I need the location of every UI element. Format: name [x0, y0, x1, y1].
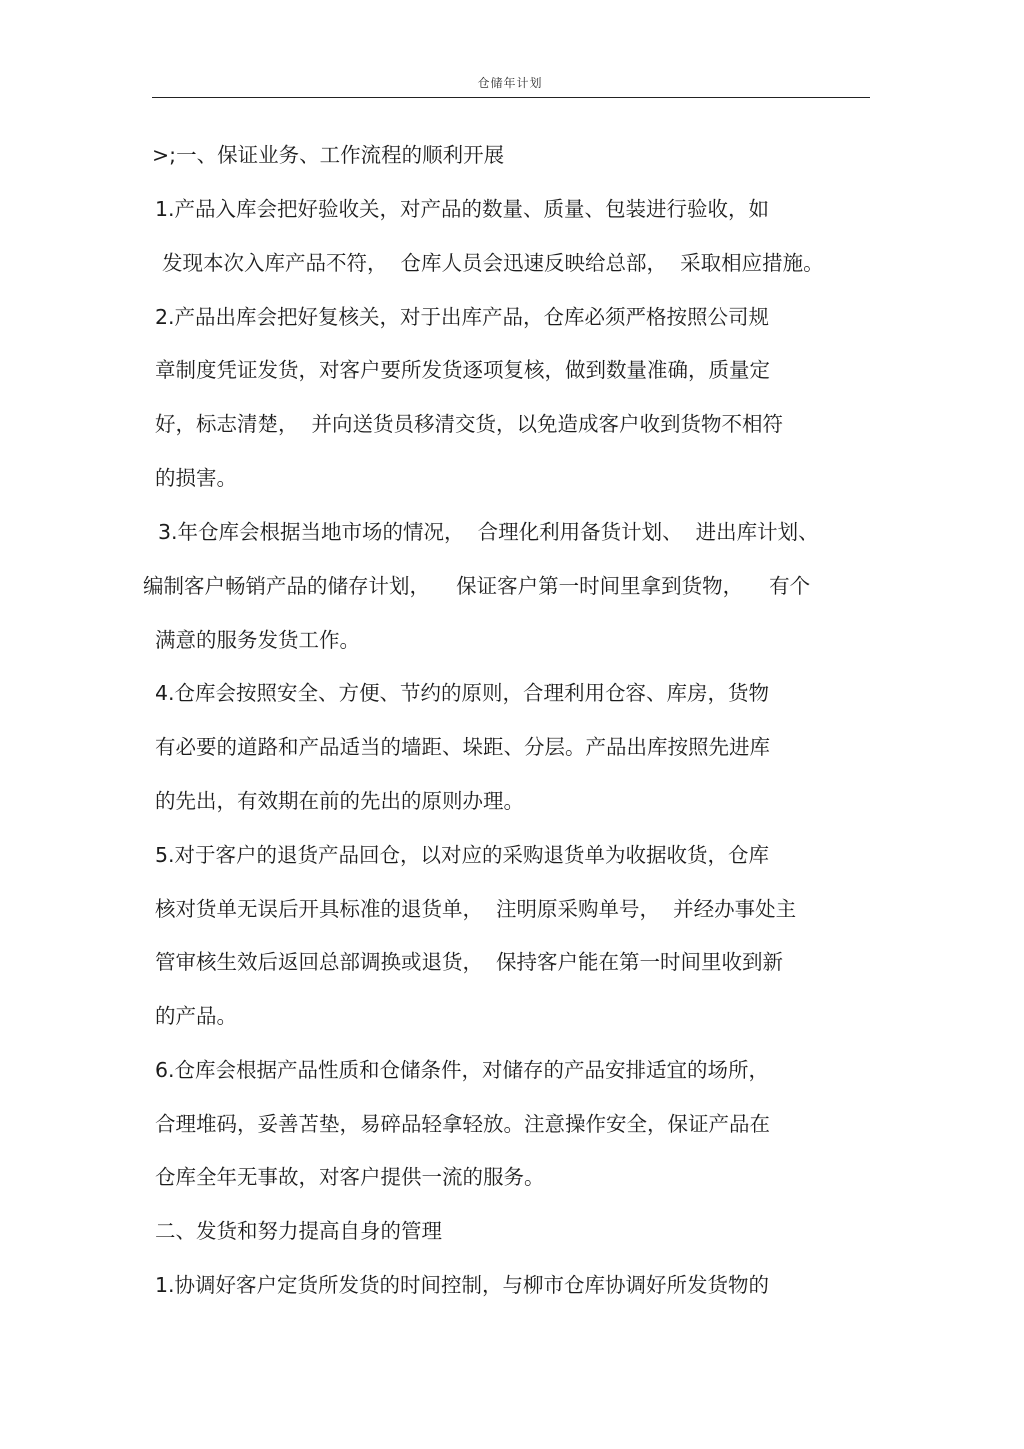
paragraph-line: 1.协调好客户定货所发货的时间控制，与柳市仓库协调好所发货物的	[155, 1273, 770, 1297]
paragraph-line: 的损害。	[155, 466, 237, 490]
paragraph-line: 的先出，有效期在前的先出的原则办理。	[155, 789, 524, 813]
paragraph-line: 管审核生效后返回总部调换或退货， 保持客户能在第一时间里收到新	[155, 950, 784, 974]
paragraph-line: 编制客户畅销产品的储存计划， 保证客户第一时间里拿到货物， 有个	[143, 574, 811, 598]
paragraph-line: 核对货单无误后开具标准的退货单， 注明原采购单号， 并经办事处主	[155, 897, 797, 921]
paragraph-line: 1.产品入库会把好验收关，对产品的数量、质量、包装进行验收，如	[155, 197, 770, 221]
section-heading-1: >;一、保证业务、工作流程的顺利开展	[152, 143, 505, 167]
paragraph-line: 满意的服务发货工作。	[155, 628, 360, 652]
paragraph-line: 的产品。	[155, 1004, 237, 1028]
paragraph-line: 3.年仓库会根据当地市场的情况， 合理化利用备货计划、 进出库计划、	[158, 520, 819, 544]
paragraph-line: 5.对于客户的退货产品回仓，以对应的采购退货单为收据收货，仓库	[155, 843, 770, 867]
paragraph-line: 合理堆码，妥善苫垫，易碎品轻拿轻放。注意操作安全，保证产品在	[155, 1112, 770, 1136]
paragraph-line: 发现本次入库产品不符， 仓库人员会迅速反映给总部， 采取相应措施。	[162, 251, 824, 275]
paragraph-line: 6.仓库会根据产品性质和仓储条件，对储存的产品安排适宜的场所，	[155, 1058, 770, 1082]
paragraph-line: 好，标志清楚， 并向送货员移清交货，以免造成客户收到货物不相符	[155, 412, 784, 436]
paragraph-line: 章制度凭证发货，对客户要所发货逐项复核，做到数量准确，质量定	[155, 358, 770, 382]
paragraph-line: 有必要的道路和产品适当的墙距、垛距、分层。产品出库按照先进库	[155, 735, 770, 759]
header-divider	[152, 97, 870, 98]
paragraph-line: 2.产品出库会把好复核关，对于出库产品，仓库必须严格按照公司规	[155, 305, 770, 329]
section-heading-2: 二、发货和努力提高自身的管理	[155, 1219, 442, 1243]
paragraph-line: 仓库全年无事故，对客户提供一流的服务。	[155, 1165, 545, 1189]
page-header-title: 仓储年计划	[477, 76, 543, 90]
paragraph-line: 4.仓库会按照安全、方便、节约的原则，合理利用仓容、库房，货物	[155, 681, 770, 705]
